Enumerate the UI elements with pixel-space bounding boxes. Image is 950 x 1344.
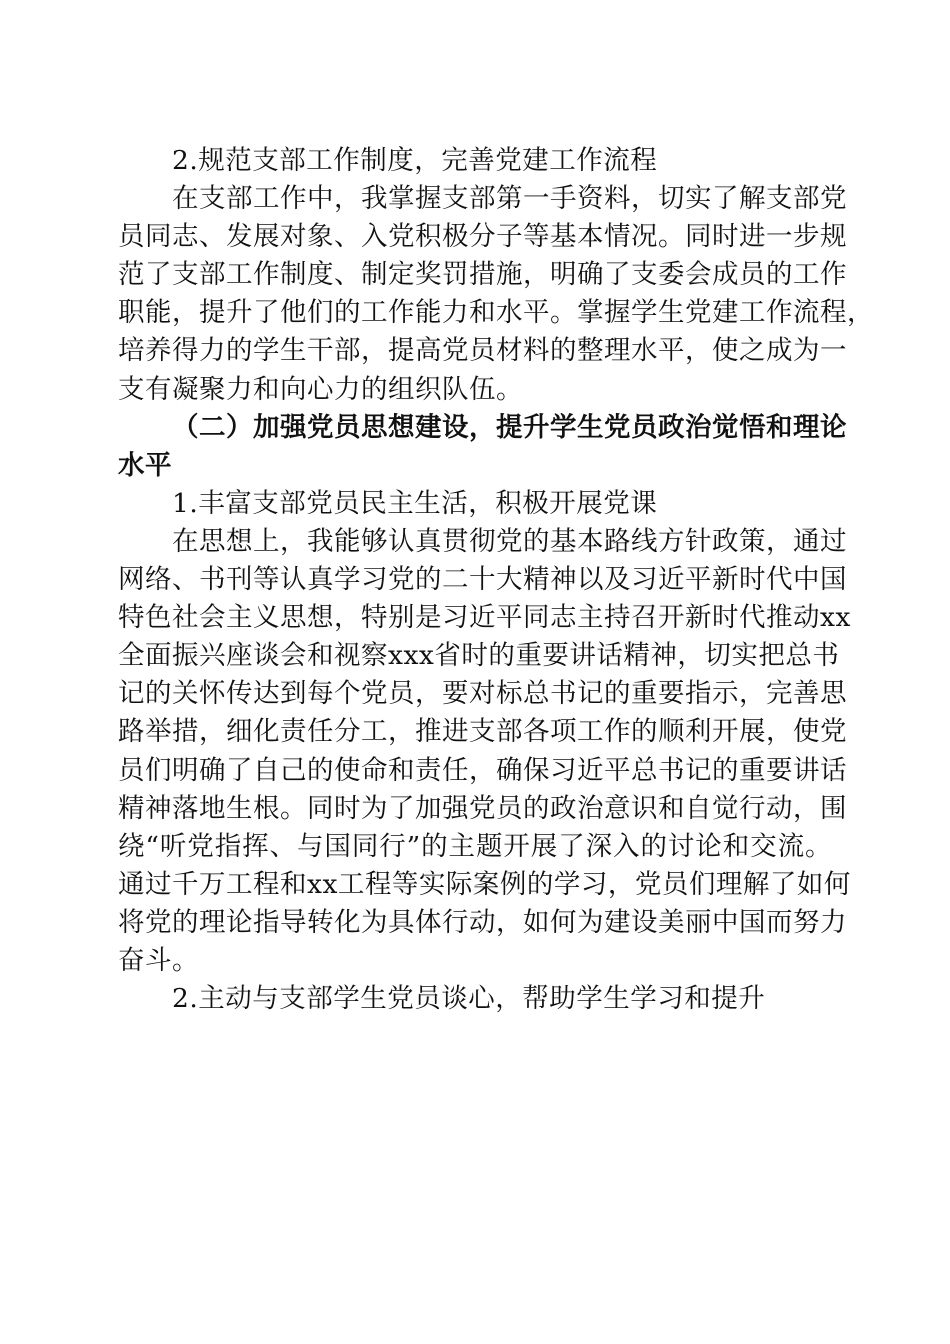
text-line: 职能，提升了他们的工作能力和水平。掌握学生党建工作流程， [118,297,874,329]
paragraph-branch-work [118,180,874,409]
text-line: 在思想上，我能够认真贯彻党的基本路线方针政策，通过 [172,525,847,557]
text-line: 绕“听党指挥、与国同行”的主题开展了深入的讨论和交流。 [118,830,832,862]
subheading-standardize-branch-work [118,142,832,180]
text-line: 1.丰富支部党员民主生活，积极开展党课 [172,487,658,519]
text-line: 路举措，细化责任分工，推进支部各项工作的顺利开展，使党 [118,716,847,748]
text-line: 将党的理论指导转化为具体行动，如何为建设美丽中国而努力 [118,906,847,938]
document-page [118,142,874,1018]
text-line: 员们明确了自己的使命和责任，确保习近平总书记的重要讲话 [118,754,847,786]
text-line: 2.规范支部工作制度，完善党建工作流程 [172,145,658,176]
text-line: 奋斗。 [118,944,199,976]
subheading-democratic-life [118,485,832,523]
section-heading-ideological-building [118,409,847,485]
text-line: 在支部工作中，我掌握支部第一手资料，切实了解支部党 [172,183,847,215]
text-line: 特色社会主义思想，特别是习近平同志主持召开新时代推动xx [118,602,851,634]
text-line: 培养得力的学生干部，提高党员材料的整理水平，使之成为一 [118,335,847,367]
text-line: 员同志、发展对象、入党积极分子等基本情况。同时进一步规 [118,221,847,253]
text-line: 通过千万工程和xx工程等实际案例的学习，党员们理解了如何 [118,868,851,900]
text-line: 网络、书刊等认真学习党的二十大精神以及习近平新时代中国 [118,564,847,596]
text-line: 全面振兴座谈会和视察xxx省时的重要讲话精神，切实把总书 [118,640,840,672]
subheading-talk-with-students [118,980,832,1018]
text-line: 范了支部工作制度、制定奖罚措施，明确了支委会成员的工作 [118,259,847,291]
text-line: 记的关怀传达到每个党员，要对标总书记的重要指示，完善思 [118,678,847,710]
text-line: 2.主动与支部学生党员谈心，帮助学生学习和提升 [172,983,766,1015]
text-line: （二）加强党员思想建设，提升学生党员政治觉悟和理论 [172,411,847,443]
text-line: 水平 [118,449,172,481]
text-line: 精神落地生根。同时为了加强党员的政治意识和自觉行动，围 [118,792,847,824]
text-line: 支有凝聚力和向心力的组织队伍。 [118,373,523,405]
paragraph-ideology [118,523,851,980]
